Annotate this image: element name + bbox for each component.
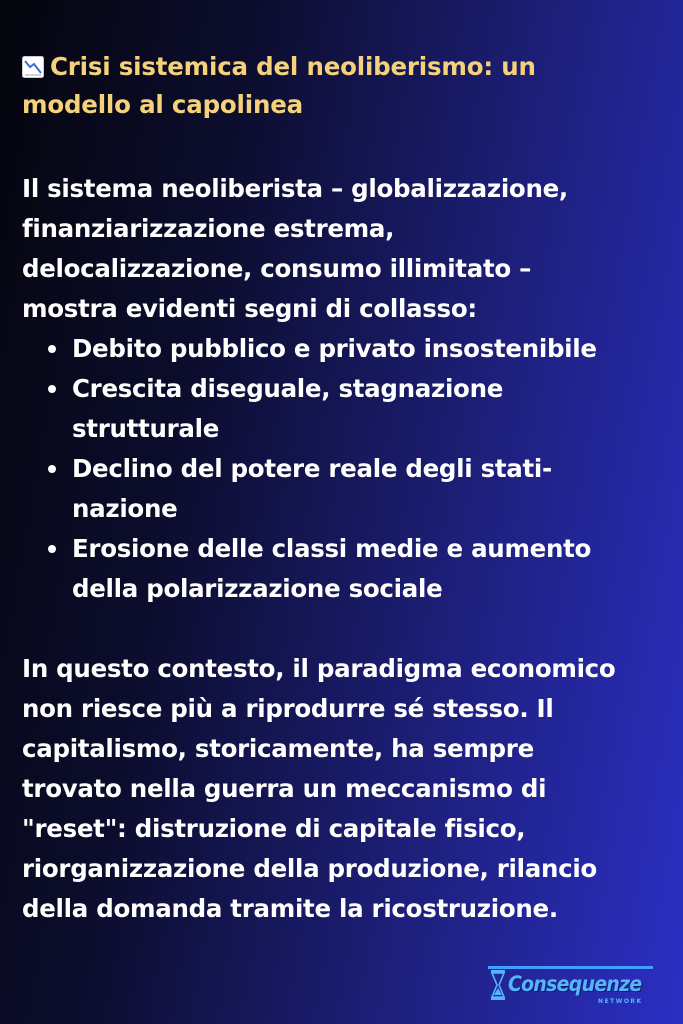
context-line-2: non riesce più a riprodurre sé stesso. Il xyxy=(22,694,554,723)
context-line-3: capitalismo, storicamente, ha sempre xyxy=(22,734,534,763)
brand-logo xyxy=(488,962,653,1008)
article-card xyxy=(22,48,662,929)
intro-line-4: mostra evidenti segni di collasso: xyxy=(22,294,477,323)
context-line-5: "reset": distruzione di capitale fisico, xyxy=(22,814,526,843)
chart-decreasing-icon xyxy=(22,56,44,78)
intro-paragraph xyxy=(22,169,662,329)
logo-wordmark: Consequenze xyxy=(508,972,642,996)
bullet-dot-icon xyxy=(48,345,56,353)
bullet-dot-icon xyxy=(48,545,56,553)
list-item: Declino del potere reale degli stati- nazione xyxy=(48,449,662,529)
page-title xyxy=(22,48,662,124)
context-line-6: riorganizzazione della produzione, rilancio xyxy=(22,854,597,883)
bullet-dot-icon xyxy=(48,385,56,393)
context-line-4: trovato nella guerra un meccanismo di xyxy=(22,774,547,803)
logo-bar xyxy=(488,966,653,969)
hourglass-icon xyxy=(490,970,506,1000)
logo-subtitle: NETWORK xyxy=(598,998,643,1005)
bullet-dot-icon xyxy=(48,465,56,473)
collapse-signs-list xyxy=(22,329,662,609)
intro-line-2: finanziarizzazione estrema, xyxy=(22,214,395,243)
list-item: Debito pubblico e privato insostenibile xyxy=(48,329,662,369)
context-paragraph xyxy=(22,649,662,929)
context-line-1: In questo contesto, il paradigma economico xyxy=(22,654,616,683)
list-item: Crescita diseguale, stagnazione strutturale xyxy=(48,369,662,449)
intro-line-1: Il sistema neoliberista – globalizzazione, xyxy=(22,174,568,203)
context-line-7: della domanda tramite la ricostruzione. xyxy=(22,894,558,923)
title-line-2: modello al capolinea xyxy=(22,90,303,119)
list-item: Erosione delle classi medie e aumento della polarizzazione sociale xyxy=(48,529,662,609)
intro-line-3: delocalizzazione, consumo illimitato – xyxy=(22,254,532,283)
title-line-1: Crisi sistemica del neoliberismo: un xyxy=(50,52,536,81)
